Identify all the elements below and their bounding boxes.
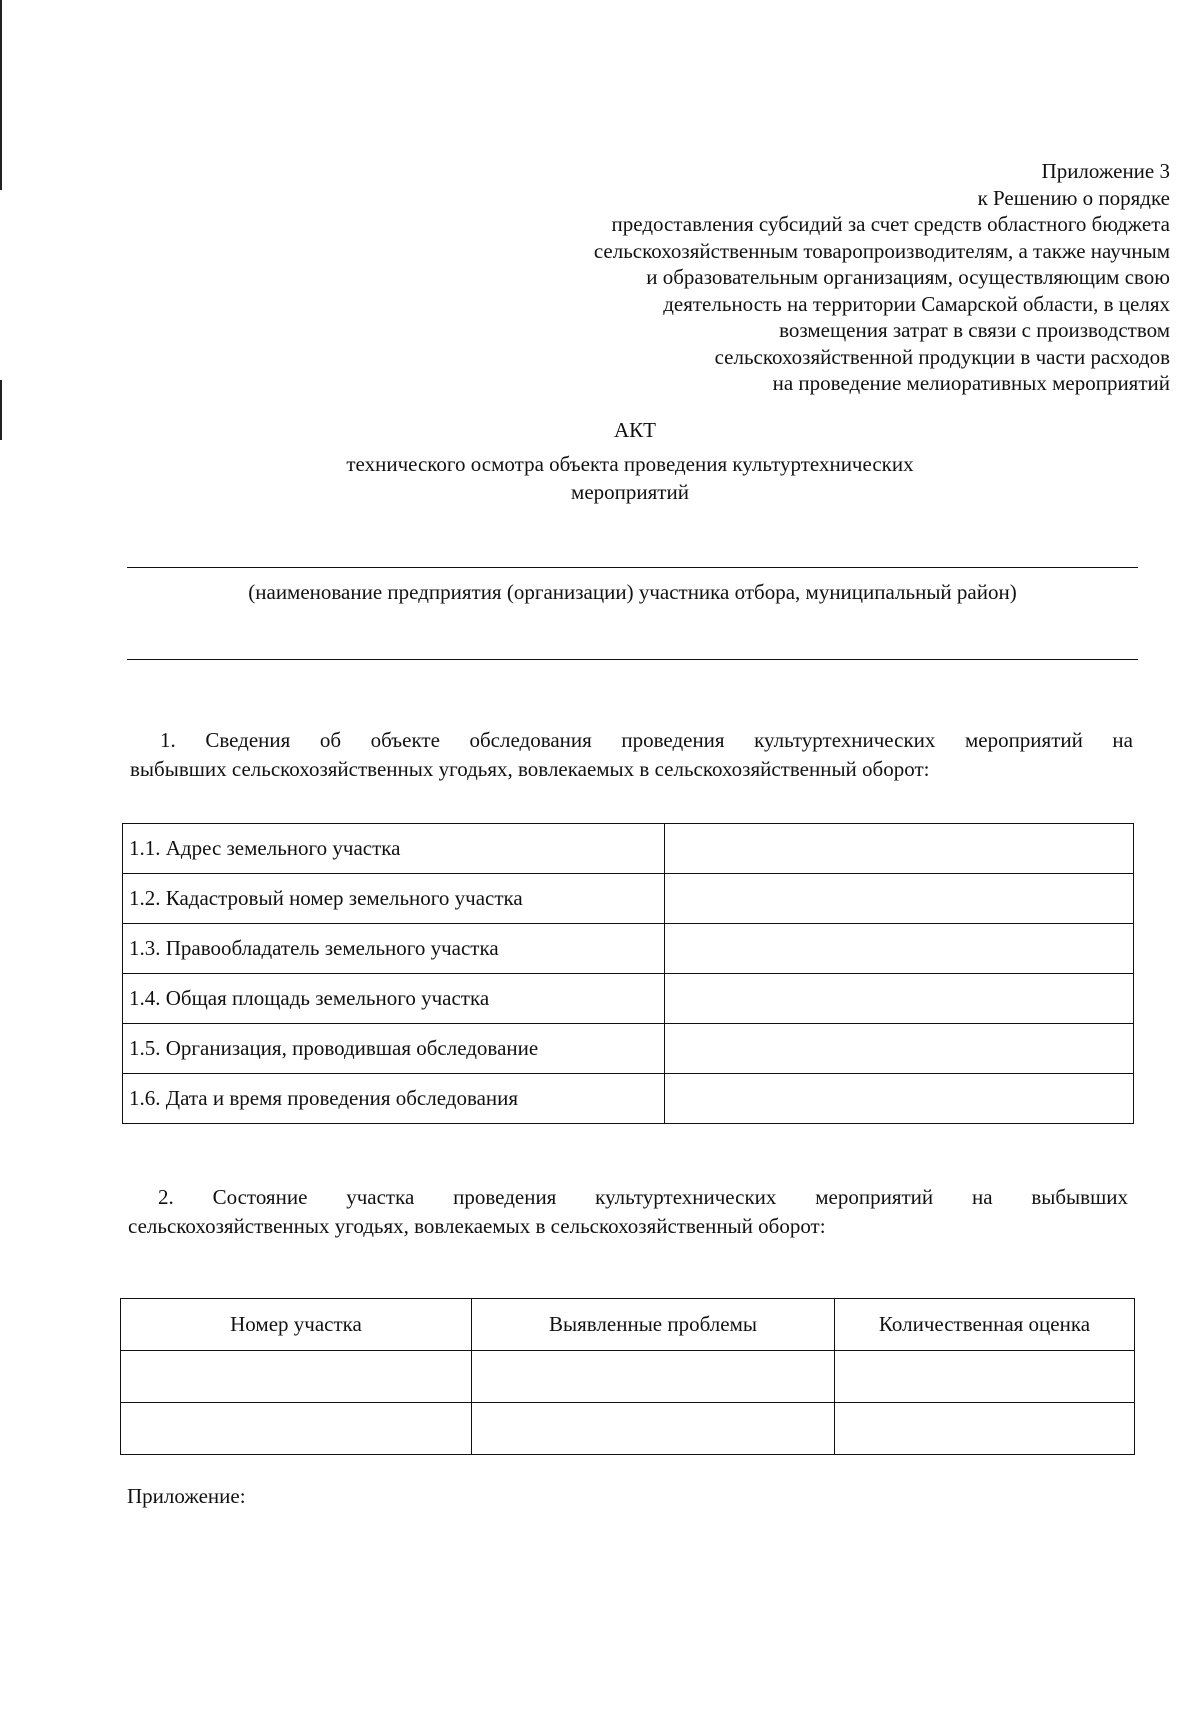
section2-heading (128, 1183, 1128, 1241)
row-value-cell[interactable] (665, 924, 1134, 974)
section1-heading-line: 1. Сведения об объекте обследования проведения культуртехнических мероприятий на (160, 728, 1133, 752)
row-label: 1.2. Кадастровый номер земельного участка (123, 874, 665, 924)
section2-heading-line: 2. Состояние участка проведения культуртехнических мероприятий на выбывших (158, 1185, 1128, 1209)
attachment-label: Приложение: (127, 1484, 246, 1508)
row-label: 1.3. Правообладатель земельного участка (123, 924, 665, 974)
appendix-line: сельскохозяйственной продукции в части расходов (714, 344, 1170, 369)
act-subtitle (260, 450, 1000, 506)
appendix-line: предоставления субсидий за счет средств областного бюджета (611, 212, 1170, 236)
row-value-cell[interactable] (665, 1074, 1134, 1124)
table-row (123, 824, 1134, 874)
row-value-cell[interactable] (665, 824, 1134, 874)
appendix-line: сельскохозяйственным товаропроизводителям, а также научным (593, 238, 1170, 263)
table-cell[interactable] (835, 1351, 1135, 1403)
table-row (121, 1403, 1135, 1455)
table-cell[interactable] (835, 1403, 1135, 1455)
table-row (123, 924, 1134, 974)
table-row (123, 974, 1134, 1024)
appendix-line: возмещения затрат в связи с производством (779, 318, 1170, 342)
column-header: Номер участка (121, 1299, 472, 1351)
act-subtitle-line: технического осмотра объекта проведения культуртехнических (346, 452, 914, 476)
appendix-line: деятельность на территории Самарской области, в целях (663, 291, 1170, 316)
appendix-line: к Решению о порядке (977, 185, 1170, 210)
table-cell[interactable] (472, 1403, 835, 1455)
row-label: 1.1. Адрес земельного участка (123, 824, 665, 874)
act-title: АКТ (614, 418, 656, 442)
appendix-reference (410, 158, 1170, 397)
appendix-line: на проведение мелиоративных мероприятий (772, 371, 1170, 395)
appendix-line: Приложение 3 (1041, 159, 1170, 183)
row-label: 1.4. Общая площадь земельного участка (123, 974, 665, 1024)
table-cell[interactable] (121, 1403, 472, 1455)
section1-heading (130, 726, 1133, 784)
organization-fill-line[interactable] (127, 567, 1138, 568)
object-info-table (122, 823, 1134, 1124)
table-row (123, 1074, 1134, 1124)
table-cell[interactable] (121, 1351, 472, 1403)
section2-heading-line: сельскохозяйственных угодьях, вовлекаемых в сельскохозяйственный оборот: (128, 1214, 826, 1238)
column-header: Выявленные проблемы (472, 1299, 835, 1351)
row-label: 1.6. Дата и время проведения обследования (123, 1074, 665, 1124)
row-value-cell[interactable] (665, 874, 1134, 924)
section1-heading-line: выбывших сельскохозяйственных угодьях, вовлекаемых в сельскохозяйственный оборот: (130, 757, 930, 781)
row-value-cell[interactable] (665, 974, 1134, 1024)
table-row (123, 874, 1134, 924)
appendix-line: и образовательным организациям, осуществляющим свою (646, 265, 1170, 289)
plot-condition-table (120, 1298, 1135, 1455)
organization-fill-line-2[interactable] (127, 659, 1138, 660)
table-row (123, 1024, 1134, 1074)
table-header-row (121, 1299, 1135, 1351)
table-row (121, 1351, 1135, 1403)
scan-edge-mark (0, 0, 2, 190)
row-value-cell[interactable] (665, 1024, 1134, 1074)
organization-caption: (наименование предприятия (организации) участника отбора, муниципальный район) (248, 580, 1017, 604)
row-label: 1.5. Организация, проводившая обследование (123, 1024, 665, 1074)
table-cell[interactable] (472, 1351, 835, 1403)
act-subtitle-line: мероприятий (571, 480, 689, 504)
column-header: Количественная оценка (835, 1299, 1135, 1351)
